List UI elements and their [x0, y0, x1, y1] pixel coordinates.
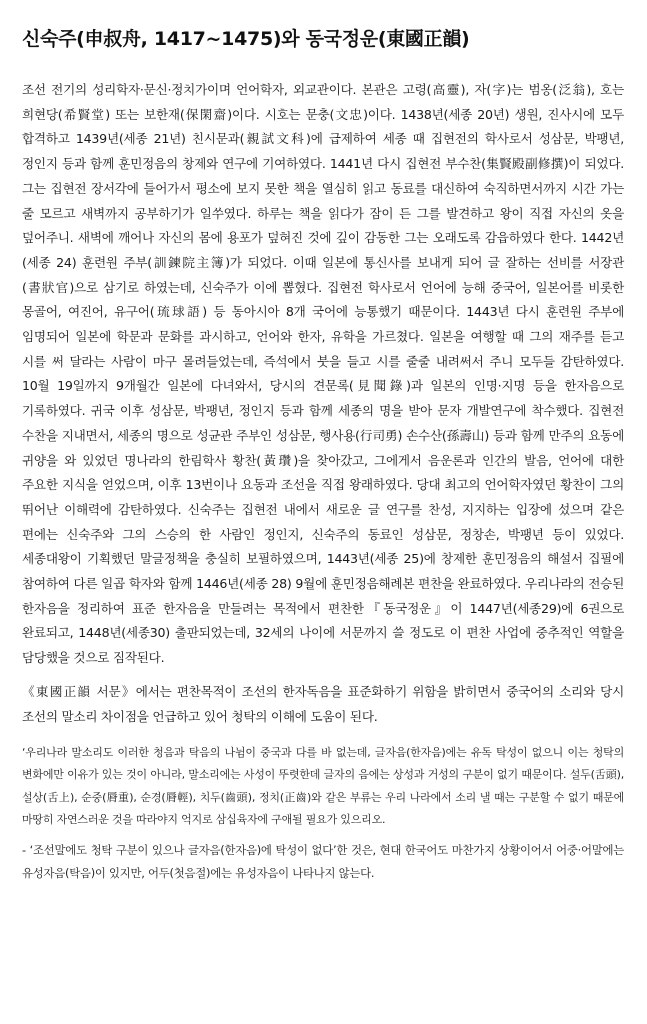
preface-quote: ‘우리나라 말소리도 이러한 청음과 탁음의 나뉨이 중국과 다를 바 없는데, 글자음(한자음)에는 유독 탁성이 없으니 이는 청탁의 변화에만 이유가 있는 것이 아니라, 말소리에는 사성이 뚜렷한데 글자의 음에는 상성과 거성의 구분이 없기 때문이다. 설두(舌頭), 설상(舌上), 순중(脣重), 순경(脣輕), 치두(齒頭), 정치(正齒)와 같은 부류는 우리 나라에서 소리 낼 때는 구분할 수 없기 때문에 마땅히 자연스러운 것을 따라야지 억지로 삼십육자에 구애될 필요가 있으리오.	[22, 746, 624, 826]
biography-paragraph: 조선 전기의 성리학자·문신·정치가이며 언어학자, 외교관이다. 본관은 고령(高靈), 자(字)는 범옹(泛翁), 호는 희현당(希賢堂) 또는 보한재(保閑齋)이다. 시호는 문충(文忠)이다. 1438년(세종 20년) 생원, 진사시에 모두 합격하고 1439년(세종 21년) 친시문과(親試文科)에 급제하여 세종 때 집현전의 학사로서 성삼문, 박팽년, 정인지 등과 함께 훈민정음의 창제와 연구에 기여하였다. 1441년 다시 집현전 부수찬(集賢殿副修撰)이 되었다. 그는 집현전 장서각에 들어가서 평소에 보지 못한 책을 열심히 읽고 동료를 대신하여 숙직하면서까지 시간 가는 줄 모르고 새벽까지 공부하기가 일쑤였다. 하루는 책을 읽다가 잠이 든 그를 발견하고 왕이 직접 자신의 옷을 덮어주니. 새벽에 깨어나 자신의 몸에 용포가 덮혀진 것에 깊이 감동한 그는 오래도록 감읍하였다 한다. 1442년(세종 24) 훈련원 주부(訓鍊院主簿)가 되었다. 이때 일본에 통신사를 보내게 되어 글 잘하는 선비를 서장관(書狀官)으로 삼기로 하였는데, 신숙주가 이에 뽑혔다. 집현전 학사로서 언어에 능해 중국어, 일본어를 비롯한 몽골어, 여진어, 유구어(琉球語) 등 동아시아 8개 국어에 능통했기 때문이다. 1443년 다시 훈련원 주부에 임명되어 일본에 학문과 문화를 과시하고, 언어와 한자, 유학을 가르쳤다. 일본을 여행할 때 그의 재주를 듣고 시를 써 달라는 사람이 마구 몰려들었는데, 즉석에서 붓을 들고 시를 줄줄 내려써서 주니 모두들 감탄하였다. 10월 19일까지 9개월간 일본에 다녀와서, 당시의 견문록(見聞錄)과 일본의 인명·지명 등을 한자음으로 기록하였다. 귀국 이후 성삼문, 박팽년, 정인지 등과 함께 세종의 명을 받아 문자 개발연구에 착수했다. 집현전 수찬을 지내면서, 세종의 명으로 성균관 주부인 성삼문, 행사용(行司勇) 손수산(孫壽山) 등과 함께 만주의 요동에 귀양을 와 있었던 명나라의 한림학사 황찬(黃瓚)을 찾아갔고, 그에게서 음운론과 인간의 발음, 언어에 대한 주요한 지식을 얻었으며, 이후 13번이나 요동과 조선을 직접 왕래하였다. 당대 최고의 언어학자였던 황찬이 그의 뛰어난 이해력에 감탄하였다. 신숙주는 집현전 내에서 새로운 글 연구를 찬성, 지지하는 입장에 섰으며 같은 편에는 신숙주와 그의 스승의 한 사람인 정인지, 신숙주의 동료인 성삼문, 정창손, 박팽년 등이 있었다. 세종대왕이 기획했던 말글정책을 충실히 보필하였으며, 1443년(세종 25)에 창제한 훈민정음의 해설서 집필에 참여하여 다른 일곱 학자와 함께 1446년(세종 28) 9월에 훈민정음해례본 편찬을 완료하였다. 우리나라의 전승된 한자음을 정리하여 표준 한자음을 만들려는 목적에서 편찬한『동국정운』이 1447년(세종29)에 6권으로 완료되고, 1448년(세종30) 출판되었는데, 32세의 나이에 서문까지 쓸 정도로 이 편찬 사업에 중추적인 역할을 담당했을 것으로 짐작된다.	[22, 82, 624, 666]
explanatory-note: - ‘조선말에도 청탁 구분이 있으나 글자음(한자음)에 탁성이 없다’한 것은, 현대 한국어도 마찬가지 상황이어서 어중·어말에는 유성자음(탁음)이 있지만, 어두(첫음절)에는 유성자음이 나타나지 않는다.	[22, 843, 624, 880]
preface-summary-paragraph: 《東國正韻 서문》에서는 편찬목적이 조선의 한자독음을 표준화하기 위함을 밝히면서 중국어의 소리와 당시 조선의 말소리 차이점을 언급하고 있어 청탁의 이해에 도움이 된다.	[22, 683, 624, 724]
document-title: 신숙주(申叔舟, 1417~1475)와 동국정운(東國正韻)	[22, 28, 470, 50]
document-page	[22, 26, 624, 884]
